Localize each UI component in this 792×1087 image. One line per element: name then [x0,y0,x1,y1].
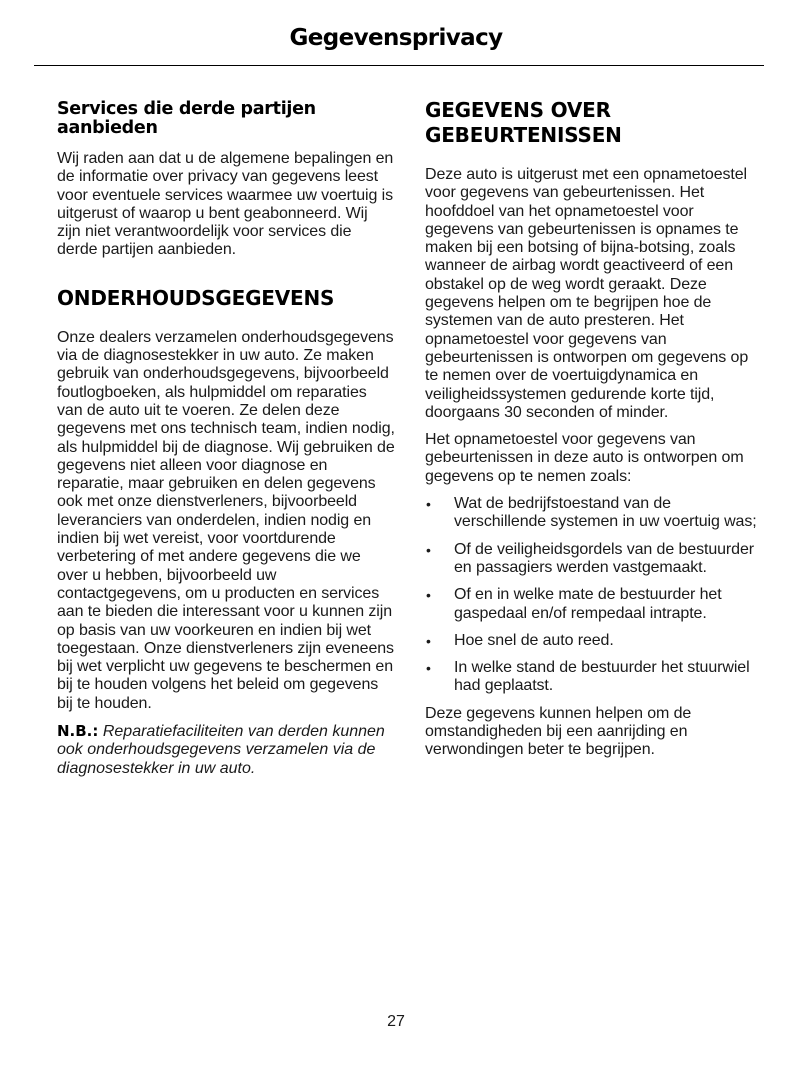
list-item [425,495,765,532]
third-party-services-heading: Services die derde partijen aanbieden [57,99,316,138]
bullet-icon: • [426,660,431,677]
list-item [425,586,765,623]
event-data-heading: GEGEVENS OVER GEBEURTENISSEN [425,98,622,147]
event-data-paragraph-1: Deze auto is uitgerust met een opnametoestel voor gegevens van gebeurtenissen. Het hoofddoel van het opnametoestel voor gegevens van gebeurtenissen is opnames te maken bij een botsing of bijna-botsing, zoals wanneer de airbag wordt geactiveerd of een obstakel op de weg wordt geraakt. Deze gegevens helpen om te begrijpen hoe de systemen van de auto presteren. Het opnametoestel voor gegevens van gebeurtenissen is ontworpen om gegevens op te nemen over de voertuigdynamica en veiligheidssystemen gedurende korte tijd, doorgaans 30 seconden of minder. [425,166,749,421]
list-item [425,632,765,650]
event-data-list [425,495,765,696]
list-item [425,541,765,578]
bullet-icon: • [426,632,431,649]
list-item-text: Hoe snel de auto reed. [454,631,614,649]
event-data-paragraph-2: Het opnametoestel voor gegevens van gebeurtenissen in deze auto is ontworpen om gegevens op te nemen zoals: [425,431,744,485]
maintenance-data-paragraph: Onze dealers verzamelen onderhoudsgegevens via de diagnosestekker in uw auto. Ze maken gebruik van onderhoudsgegevens, bijvoorbeeld foutlogboeken, als hulpmiddel om reparaties van de auto uit te voeren. Ze delen deze gegevens met ons technisch team, indien nodig, als hulpmiddel bij de diagnose. Wij gebruiken de gegevens niet alleen voor diagnose en reparatie, maar gebruiken en delen gegevens ook met onze dienstverleners, bijvoorbeeld leveranciers van onderdelen, indien nodig en indien bij wet vereist, voor voortdurende verbetering of met andere gegevens die we over u hebben, bijvoorbeeld uw contactgegevens, om u producten en services aan te bieden die interessant voor u kunnen zijn op basis van uw voorkeuren en indien bij wet toegestaan. Onze dienstverleners zijn eveneens bij wet verplicht uw gegevens te beschermen en bij te houden volgens het beleid om gegevens bij te houden. [57,328,395,712]
section-spacer [57,269,395,286]
page-number: 27 [387,1013,405,1030]
page-title: Gegevensprivacy [289,25,503,51]
list-item-text: In welke stand de bestuurder het stuurwiel had geplaatst. [454,659,750,695]
list-item-text: Wat de bedrijfstoestand van de verschillende systemen in uw voertuig was; [454,495,757,531]
left-column [57,96,395,778]
list-item [425,659,765,696]
maintenance-data-section [57,286,395,778]
note-text: Reparatiefaciliteiten van derden kunnen ook onderhoudsgegevens verzamelen via de diagnosestekker in uw auto. [57,723,385,777]
bullet-icon: • [426,541,431,558]
right-column [425,96,765,769]
third-party-services-section [57,100,395,260]
note-label: N.B.: [57,722,99,741]
list-item-text: Of en in welke mate de bestuurder het gaspedaal en/of rempedaal intrapte. [454,586,722,622]
third-party-services-paragraph: Wij raden aan dat u de algemene bepalingen en de informatie over privacy van gegevens leest voor eventuele services waarmee uw voertuig is uitgerust of waarop u bent geabonneerd. Wij zijn niet verantwoordelijk voor services die derde partijen aanbieden. [57,150,394,259]
list-item-text: Of de veiligheidsgordels van de bestuurder en passagiers werden vastgemaakt. [454,540,754,576]
maintenance-note [57,722,395,778]
maintenance-data-heading: ONDERHOUDSGEGEVENS [57,285,335,310]
event-data-paragraph-3: Deze gegevens kunnen helpen om de omstandigheden bij een aanrijding en verwondingen beter te begrijpen. [425,704,692,759]
bullet-icon: • [426,587,431,604]
event-data-section [425,98,765,760]
bullet-icon: • [426,496,431,513]
title-divider [34,65,764,66]
